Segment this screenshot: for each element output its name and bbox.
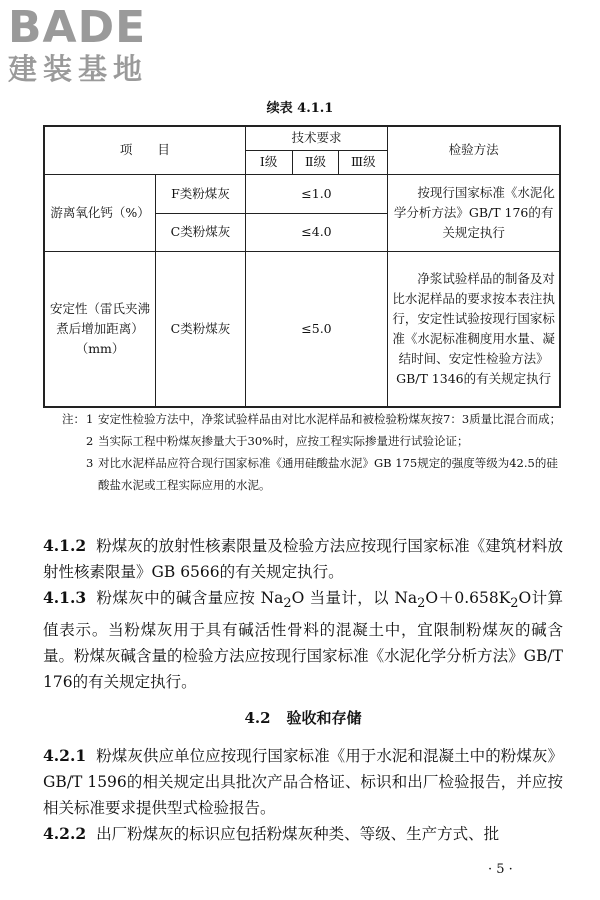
subscript: 2	[417, 596, 426, 612]
note-item	[62, 408, 562, 430]
row-type: C类粉煤灰	[156, 213, 246, 251]
clause-text: 粉煤灰供应单位应按现行国家标准《用于水泥和混凝土中的粉煤灰》GB/T 1596的相关规定出具批次产品合格证、标识和出厂检验报告，并应按相关标准要求提供型式检验报告。	[43, 747, 563, 818]
subscript: 2	[283, 596, 292, 612]
clause-4-1-3	[43, 585, 563, 695]
clause-text: O计算值表示。当粉煤灰用于具有碱活性骨料的混凝土中，宜限制粉煤灰的碱含量。粉煤灰碱含量的检验方法应按现行国家标准《水泥化学分析方法》GB/T 176的有关规定执行。	[43, 589, 563, 692]
note-item	[62, 452, 562, 496]
section-heading	[43, 705, 563, 731]
spec-table	[43, 125, 561, 408]
note-text: 当实际工程中粉煤灰掺量大于30%时，应按工程实际掺量进行试验论证；	[98, 434, 469, 448]
clause-number: 4.2.1	[43, 746, 87, 766]
row-value: ≤5.0	[245, 251, 388, 407]
header-grade-2: Ⅱ级	[292, 150, 339, 174]
clause-4-2-2	[43, 821, 563, 847]
clause-4-1-2	[43, 533, 563, 585]
clause-number: 4.1.3	[43, 588, 87, 607]
note-text: 对比水泥样品应符合现行国家标准《通用硅酸盐水泥》GB 175规定的强度等级为42.5的硅酸盐水泥或工程实际应用的水泥。	[98, 456, 558, 492]
note-number: 3	[86, 456, 94, 470]
clause-text: O 当量计，以 Na	[291, 589, 418, 607]
row-item-calcium: 游离氧化钙（%）	[44, 174, 156, 251]
row-value: ≤4.0	[245, 213, 388, 251]
row-method: 按现行国家标准《水泥化学分析方法》GB/T 176的有关规定执行	[388, 174, 560, 251]
clause-text: 粉煤灰的放射性核素限量及检验方法应按现行国家标准《建筑材料放射性核素限量》GB 6566的有关规定执行。	[43, 537, 563, 581]
table-caption: 续表 4.1.1	[266, 101, 334, 116]
body-text	[43, 533, 563, 847]
section-number: 4.2	[244, 709, 271, 728]
row-type: C类粉煤灰	[156, 251, 246, 407]
row-type: F类粉煤灰	[156, 174, 246, 213]
clause-text: O＋0.658K	[425, 589, 511, 607]
note-number: 1	[86, 412, 94, 426]
row-value: ≤1.0	[245, 174, 388, 213]
row-item-soundness: 安定性（雷氏夹沸煮后增加距离）（mm）	[44, 251, 156, 407]
header-grade-3: Ⅲ级	[339, 150, 388, 174]
logo-subtitle: 建装基地	[8, 52, 149, 86]
note-number: 2	[86, 434, 94, 448]
note-text: 安定性检验方法中，净浆试验样品由对比水泥样品和被检验粉煤灰按7：3质量比混合而成；	[98, 412, 562, 426]
subscript: 2	[510, 596, 519, 612]
clause-number: 4.2.2	[43, 824, 87, 844]
brand-logo	[8, 2, 149, 86]
table-header-row	[44, 126, 560, 150]
page-number: · 5 ·	[488, 862, 513, 877]
row-method: 净浆试验样品的制备及对比水泥样品的要求按本表注执行，安定性试验按现行国家标准《水泥标准稠度用水量、凝结时间、安定性检验方法》GB/T 1346的有关规定执行	[388, 251, 560, 407]
clause-text: 粉煤灰中的碱含量应按 Na	[96, 589, 284, 607]
logo-brand-text: BADE	[8, 2, 147, 53]
note-prefix: 注：	[62, 412, 85, 426]
header-tech: 技术要求	[245, 126, 388, 150]
clause-number: 4.1.2	[43, 536, 87, 555]
clause-4-2-1	[43, 743, 563, 821]
header-grade-1: Ⅰ级	[245, 150, 292, 174]
header-item: 项 目	[44, 126, 245, 174]
header-method: 检验方法	[388, 126, 560, 174]
table-notes	[62, 408, 562, 496]
table-row	[44, 251, 560, 407]
note-item	[62, 430, 562, 452]
section-title: 验收和存储	[286, 709, 362, 728]
table-row	[44, 174, 560, 213]
clause-text: 出厂粉煤灰的标识应包括粉煤灰种类、等级、生产方式、批	[96, 825, 500, 844]
